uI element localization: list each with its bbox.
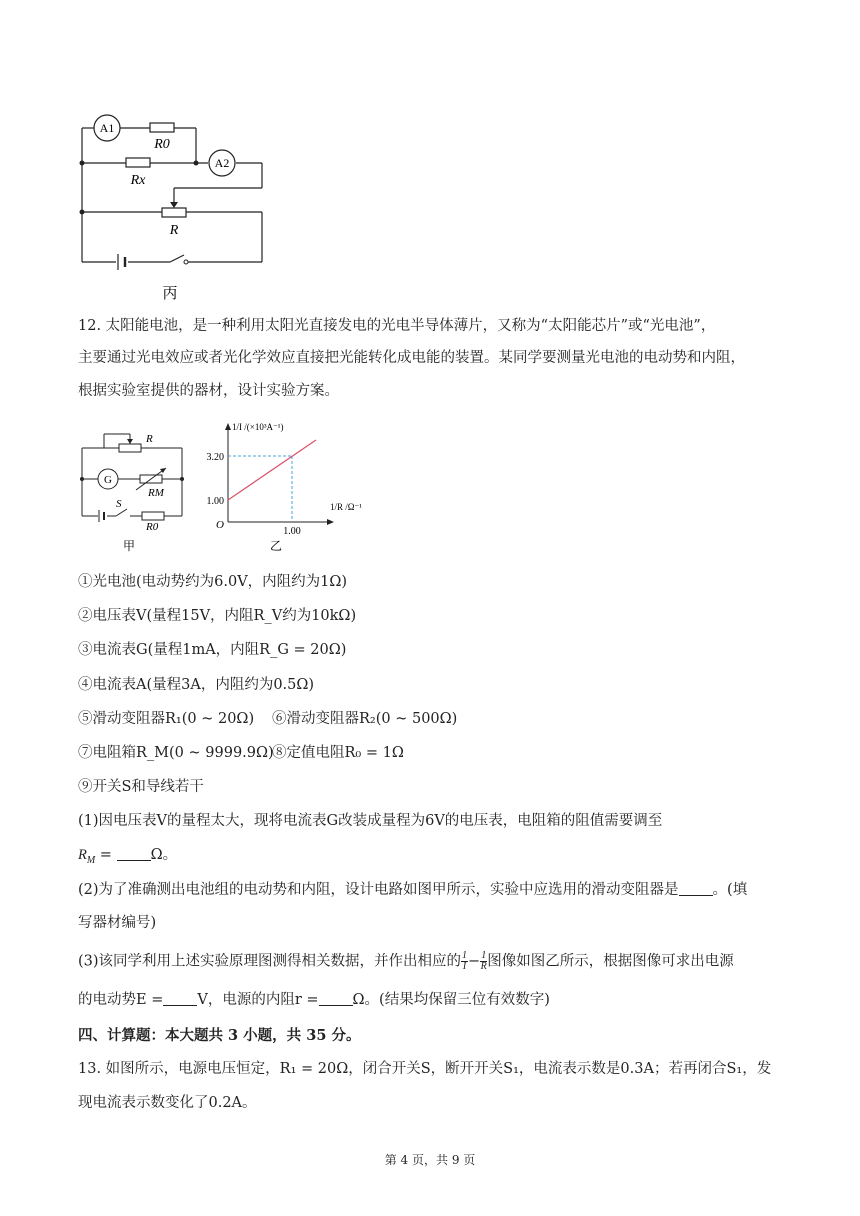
- yi-x-axis-label: 1/R /Ω⁻¹: [330, 502, 362, 512]
- answer-blank-r[interactable]: [319, 991, 353, 1006]
- item-7: ⑦电阻箱R_M(0 ~ 9999.9Ω): [78, 745, 274, 761]
- item-8: ⑧定值电阻R₀ = 1Ω: [272, 745, 404, 761]
- yi-y-tick-100: 1.00: [206, 496, 224, 507]
- item-5: ⑤滑动变阻器R₁(0 ~ 20Ω): [78, 711, 255, 727]
- q12-stem-line1: 12. 太阳能电池，是一种利用太阳光直接发电的光电半导体薄片，又称为“太阳能芯片”或“光电池”，: [78, 318, 716, 334]
- figure-jia-caption: 甲: [122, 539, 136, 553]
- q12-stem-line3: 根据实验室提供的器材，设计实验方案。: [78, 383, 339, 399]
- circuit-figure-bing: [70, 110, 280, 310]
- q13-line2: 现电流表示数变化了0.2A。: [78, 1095, 257, 1111]
- graph-figure-yi: [196, 418, 366, 558]
- figure-bing-caption: 丙: [162, 286, 178, 302]
- item-3: ③电流表G(量程1mA，内阻R_G = 20Ω): [78, 642, 347, 658]
- jia-label-rm: RM: [148, 487, 164, 499]
- page-footer: 第 4 页，共 9 页: [384, 1153, 476, 1167]
- sub2-line1: (2)为了准确测出电池组的电动势和内阻，设计电路如图甲所示，实验中应选用的滑动变阻器是 。(填: [78, 882, 748, 898]
- item-1: ①光电池(电动势约为6.0V，内阻约为1Ω): [78, 574, 348, 590]
- resistor-r-label: R: [169, 223, 179, 238]
- sub3-line1: (3)该同学利用上述实验原理图测得相关数据，并作出相应的 $\frac{1}{I}$ − $\frac{1}{R}$ 图像如图乙所示，根据图像可求出电源: [78, 950, 734, 972]
- answer-blank-rheostat[interactable]: [679, 881, 713, 896]
- answer-blank-emf[interactable]: [163, 991, 197, 1006]
- jia-label-s: S: [116, 498, 122, 510]
- sub1-line1: (1)因电压表V的量程太大，现将电流表G改装成量程为6V的电压表，电阻箱的阻值需要调至: [78, 813, 663, 829]
- resistor-rx-label: Rx: [130, 173, 146, 188]
- item-9: ⑨开关S和导线若干: [78, 779, 204, 795]
- answer-blank-rm[interactable]: [117, 846, 151, 861]
- item-4: ④电流表A(量程3A，内阻约为0.5Ω): [78, 677, 315, 693]
- yi-origin: O: [216, 519, 224, 531]
- yi-y-axis-label: 1/I /(×10³A⁻¹): [232, 422, 284, 432]
- jia-label-r0: R0: [146, 521, 159, 533]
- figure-yi-caption: 乙: [269, 539, 283, 553]
- sub2-line2: 写器材编号): [78, 915, 157, 931]
- sub3-line2: 的电动势E = V，电源的内阻r = Ω。(结果均保留三位有效数字): [78, 992, 550, 1008]
- resistor-r0-label: R0: [154, 137, 170, 152]
- q12-stem-line2: 主要通过光电效应或者光化学效应直接把光能转化成电能的装置。某同学要测量光电池的电动势和内阻，: [78, 350, 745, 366]
- item-6: ⑥滑动变阻器R₂(0 ~ 500Ω): [272, 711, 458, 727]
- circuit-figure-jia: [74, 426, 194, 556]
- yi-y-tick-320: 3.20: [206, 452, 224, 463]
- yi-x-tick-100: 1.00: [283, 526, 301, 537]
- section4-heading: 四、计算题：本大题共 3 小题，共 35 分。: [78, 1027, 361, 1044]
- jia-label-r: R: [146, 433, 153, 445]
- sub1-line2: $R_M = \Omega$。: [78, 847, 178, 866]
- q13-line1: 13. 如图所示，电源电压恒定，R₁ = 20Ω，闭合开关S，断开开关S₁，电流表示数是0.3A；若再闭合S₁，发: [78, 1061, 772, 1077]
- meter-a1-label: A1: [99, 121, 115, 135]
- jia-label-g: G: [104, 474, 112, 486]
- meter-a2-label: A2: [214, 156, 230, 170]
- item-2: ②电压表V(量程15V，内阻R_V约为10kΩ): [78, 608, 357, 624]
